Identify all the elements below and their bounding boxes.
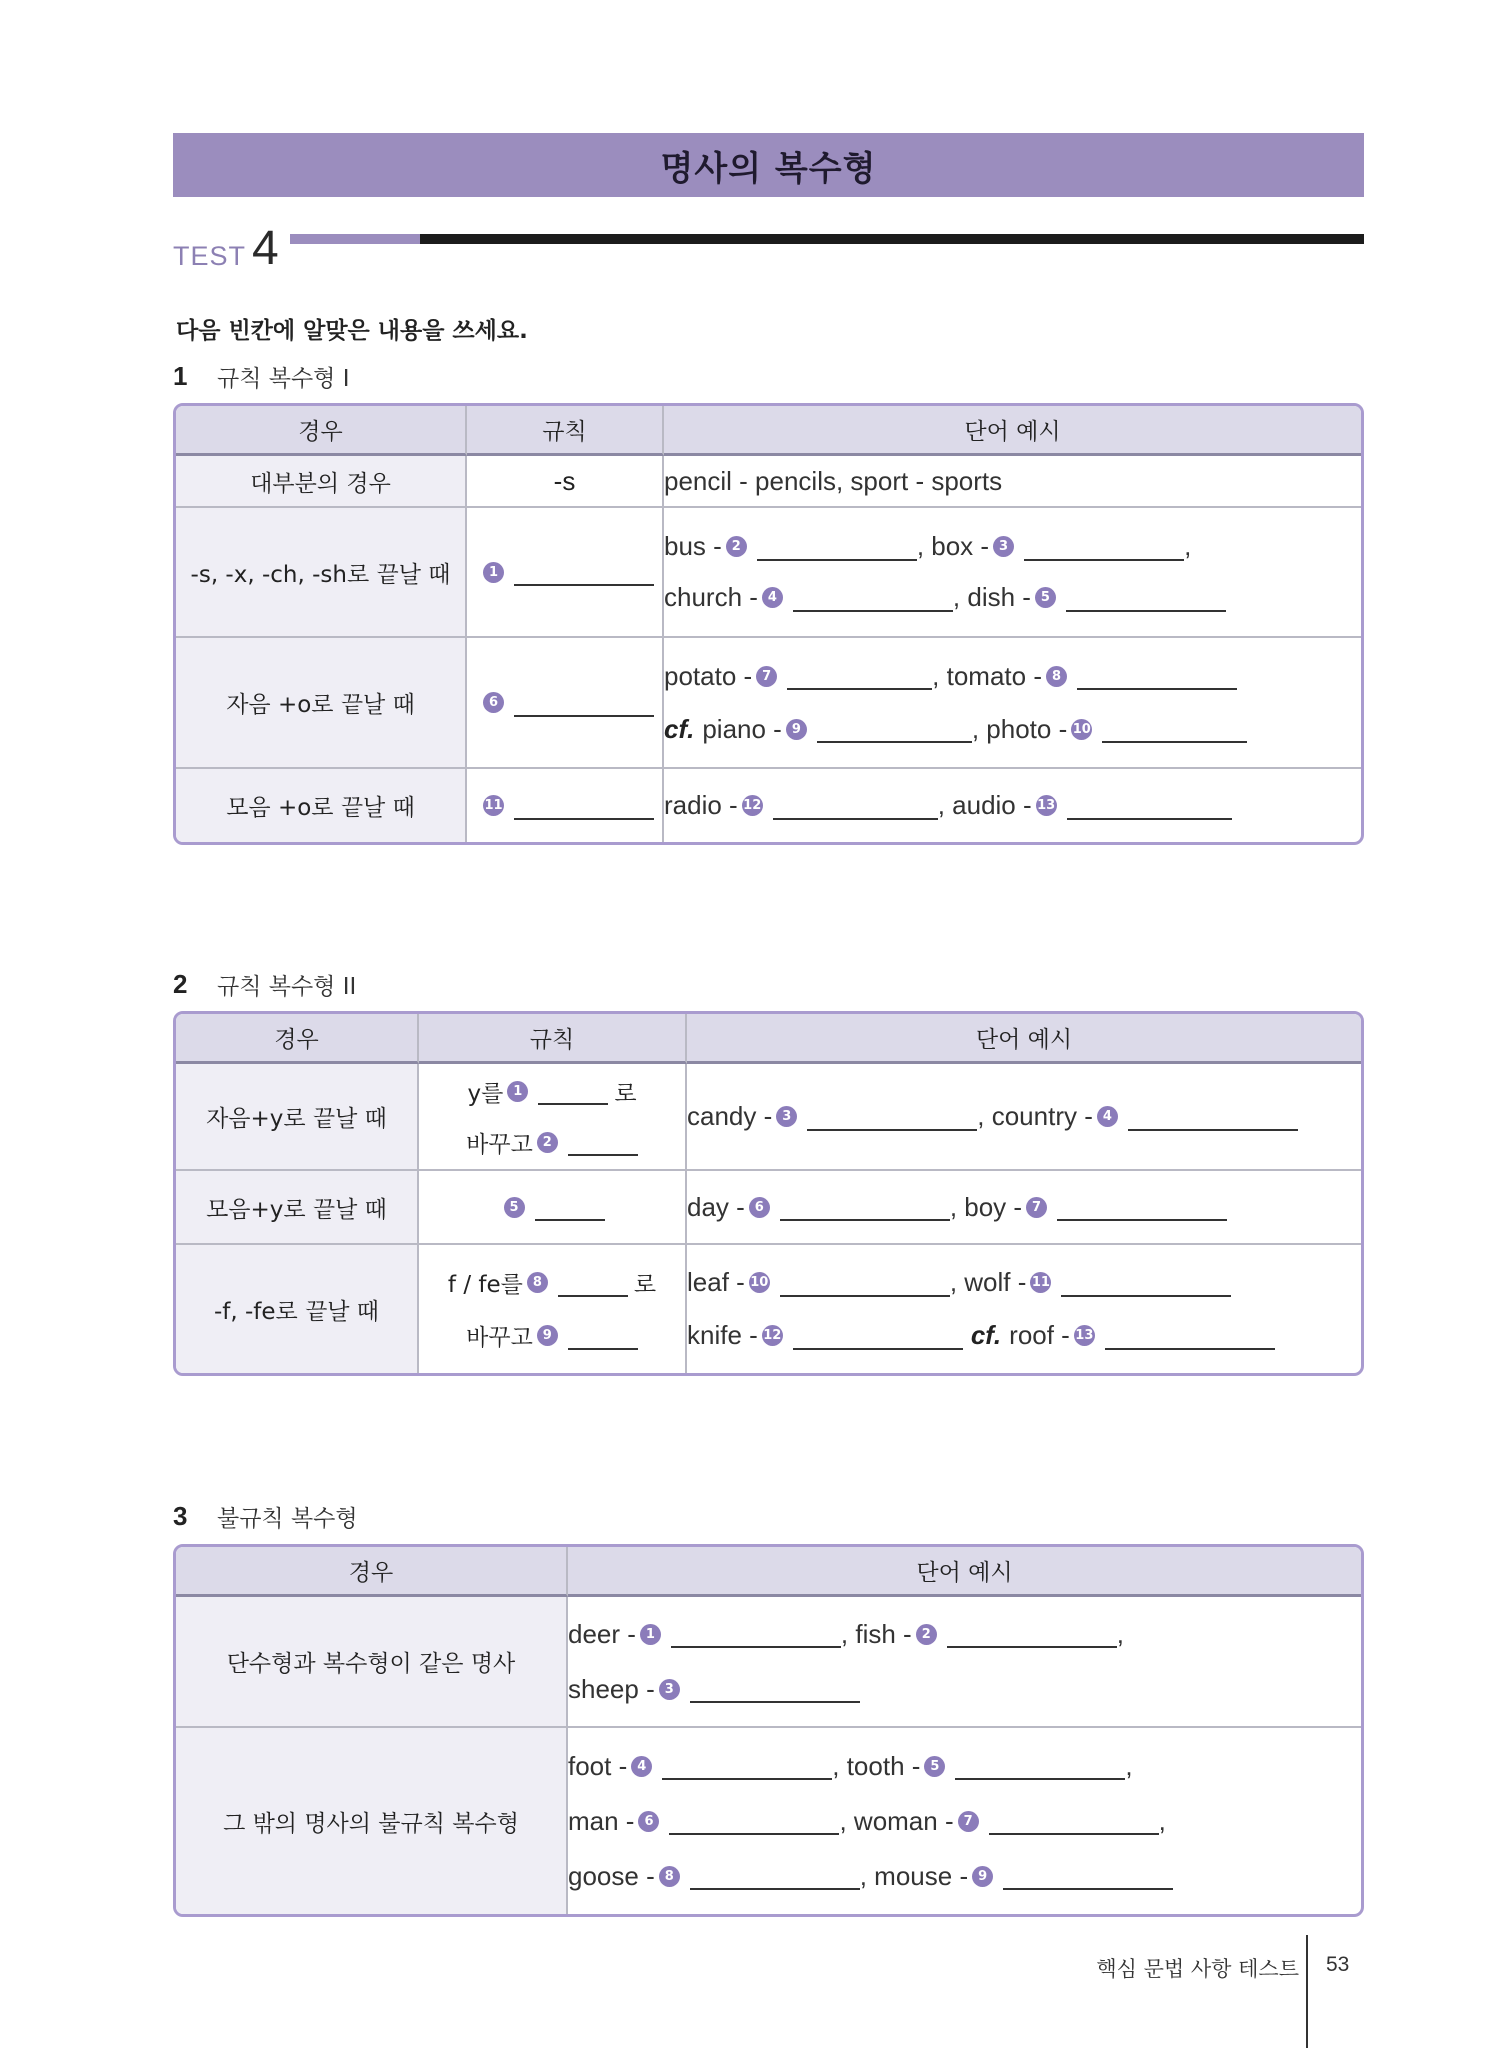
answer-number-badge: 4: [1097, 1106, 1118, 1127]
header-examples: 단어 예시: [664, 406, 1361, 456]
answer-number-badge: 6: [638, 1811, 659, 1832]
answer-blank[interactable]: [690, 1862, 860, 1890]
instruction: 다음 빈칸에 알맞은 내용을 쓰세요.: [176, 318, 528, 344]
footer-text: 핵심 문법 사항 테스트: [1096, 1957, 1299, 1981]
answer-number-badge: 5: [504, 1197, 525, 1218]
rule-cell: [419, 1245, 687, 1373]
answer-blank[interactable]: [1061, 1269, 1231, 1297]
section-1-heading: [173, 360, 350, 393]
answer-number-badge: 7: [756, 666, 777, 687]
test-number: 4: [252, 222, 279, 275]
answer-number-badge: 8: [527, 1272, 548, 1293]
section-1-table: [173, 403, 1364, 845]
table-row: [176, 1171, 1361, 1245]
word-text: man -: [568, 1805, 635, 1836]
answer-number-badge: 3: [993, 536, 1014, 557]
case-cell: 자음+y로 끝날 때: [176, 1064, 419, 1171]
answer-blank[interactable]: [1128, 1103, 1298, 1131]
answer-blank[interactable]: [514, 689, 654, 717]
word-text: day -: [687, 1191, 745, 1222]
header-case: 경우: [176, 1014, 419, 1064]
answer-blank[interactable]: [947, 1620, 1117, 1648]
page-footer: [0, 1935, 1497, 2048]
answer-number-badge: 2: [537, 1132, 558, 1153]
case-cell: 모음+y로 끝날 때: [176, 1171, 419, 1245]
rule-cell: [467, 769, 664, 842]
answer-blank[interactable]: [514, 558, 654, 586]
example-cell: [664, 508, 1361, 638]
answer-blank[interactable]: [1003, 1862, 1173, 1890]
punctuation: ,: [1184, 531, 1192, 561]
example-cell: pencil - pencils, sport - sports: [664, 456, 1361, 508]
rule-cell: -s: [467, 456, 664, 508]
answer-number-badge: 8: [659, 1866, 680, 1887]
answer-blank[interactable]: [757, 533, 917, 561]
answer-blank[interactable]: [1102, 715, 1247, 743]
answer-number-badge: 4: [631, 1756, 652, 1777]
answer-number-badge: 7: [958, 1811, 979, 1832]
answer-number-badge: 8: [1046, 666, 1067, 687]
page-number: 53: [1326, 1953, 1350, 1976]
word-text: foot -: [568, 1750, 628, 1781]
word-text: goose -: [568, 1860, 655, 1891]
word-text: , dish -: [952, 582, 1031, 612]
table-row: [176, 1728, 1361, 1914]
answer-blank[interactable]: [1066, 584, 1226, 612]
case-cell: 자음 +o로 끝날 때: [176, 638, 467, 769]
case-cell: 단수형과 복수형이 같은 명사: [176, 1597, 568, 1728]
answer-number-badge: 9: [537, 1325, 558, 1346]
answer-blank[interactable]: [955, 1752, 1125, 1780]
test-rule: [420, 234, 1364, 244]
section-2-table: [173, 1011, 1364, 1376]
answer-number-badge: 3: [659, 1679, 680, 1700]
word-text: , photo -: [971, 713, 1068, 744]
example-cell: [568, 1597, 1361, 1728]
section-title: 규칙 복수형 I: [217, 366, 350, 392]
rule-cell: [419, 1064, 687, 1171]
word-text: knife -: [687, 1320, 758, 1350]
example-cell: [664, 638, 1361, 769]
example-cell: [687, 1245, 1361, 1373]
answer-blank[interactable]: [787, 662, 932, 690]
rule-text: 바꾸고: [466, 1131, 533, 1158]
answer-number-badge: 5: [1035, 587, 1056, 608]
table-row: [176, 769, 1361, 842]
answer-blank[interactable]: [1077, 662, 1237, 690]
case-cell: 그 밖의 명사의 불규칙 복수형: [176, 1728, 568, 1914]
answer-number-badge: 11: [483, 795, 504, 816]
answer-number-badge: 12: [742, 795, 763, 816]
answer-blank[interactable]: [817, 715, 972, 743]
test-word: TEST: [173, 241, 247, 271]
rule-text: 로: [614, 1080, 637, 1107]
answer-blank[interactable]: [773, 792, 938, 820]
page-title: 명사의 복수형: [660, 148, 877, 189]
answer-blank[interactable]: [807, 1103, 977, 1131]
answer-blank[interactable]: [535, 1193, 605, 1221]
punctuation: ,: [1125, 1750, 1133, 1781]
case-cell: -s, -x, -ch, -sh로 끝날 때: [176, 508, 467, 638]
answer-number-badge: 5: [924, 1756, 945, 1777]
answer-blank[interactable]: [662, 1752, 832, 1780]
word-text: candy -: [687, 1101, 773, 1131]
word-text: , fish -: [840, 1618, 912, 1649]
table-row: [176, 638, 1361, 769]
word-text: potato -: [664, 660, 753, 691]
header-rule: 규칙: [419, 1014, 687, 1064]
word-text: bus -: [664, 531, 722, 561]
answer-blank[interactable]: [780, 1269, 950, 1297]
word-text: sheep -: [568, 1673, 655, 1704]
answer-blank[interactable]: [793, 584, 953, 612]
answer-number-badge: 10: [1071, 719, 1092, 740]
answer-blank[interactable]: [568, 1128, 638, 1156]
answer-blank[interactable]: [989, 1807, 1159, 1835]
answer-number-badge: 11: [1030, 1272, 1051, 1293]
section-title: 불규칙 복수형: [217, 1506, 358, 1532]
cf-label: cf.: [970, 1320, 1002, 1350]
answer-blank[interactable]: [780, 1193, 950, 1221]
answer-blank[interactable]: [538, 1077, 608, 1105]
word-text: , wolf -: [949, 1267, 1027, 1297]
answer-blank[interactable]: [558, 1269, 628, 1297]
header-case: 경우: [176, 1547, 568, 1597]
word-text: leaf -: [687, 1267, 745, 1297]
answer-number-badge: 2: [916, 1624, 937, 1645]
answer-number-badge: 3: [776, 1106, 797, 1127]
section-number: 1: [173, 361, 188, 391]
word-text: , tooth -: [832, 1750, 921, 1781]
answer-number-badge: 10: [749, 1272, 770, 1293]
word-text: , box -: [916, 531, 990, 561]
case-cell: 모음 +o로 끝날 때: [176, 769, 467, 842]
answer-number-badge: 4: [762, 587, 783, 608]
rule-cell: [467, 638, 664, 769]
word-text: radio -: [664, 790, 738, 820]
answer-blank[interactable]: [1105, 1322, 1275, 1350]
word-text: deer -: [568, 1618, 636, 1649]
table-row: [176, 1064, 1361, 1171]
test-label: [173, 222, 279, 275]
rule-cell: [467, 508, 664, 638]
answer-blank[interactable]: [669, 1807, 839, 1835]
section-number: 3: [173, 1501, 188, 1531]
answer-blank[interactable]: [1024, 533, 1184, 561]
rule-text: y를: [467, 1080, 504, 1107]
table-row: [176, 508, 1361, 638]
answer-blank[interactable]: [568, 1322, 638, 1350]
section-3-table: [173, 1544, 1364, 1917]
table-row: [176, 1597, 1361, 1728]
answer-number-badge: 1: [640, 1624, 661, 1645]
punctuation: ,: [1116, 1618, 1124, 1649]
word-text: church -: [664, 582, 758, 612]
example-cell: [568, 1728, 1361, 1914]
word-text: piano -: [702, 713, 782, 744]
word-text: , audio -: [937, 790, 1032, 820]
word-text: , country -: [977, 1101, 1093, 1131]
title-bar: [173, 133, 1364, 197]
answer-number-badge: 9: [972, 1866, 993, 1887]
header-case: 경우: [176, 406, 467, 456]
header-examples: 단어 예시: [687, 1014, 1361, 1064]
word-text: , tomato -: [932, 660, 1042, 691]
answer-number-badge: 6: [483, 692, 504, 713]
word-text: , boy -: [949, 1191, 1023, 1222]
example-cell: [664, 769, 1361, 842]
table-row: [176, 456, 1361, 508]
answer-blank[interactable]: [671, 1620, 841, 1648]
case-cell: -f, -fe로 끝날 때: [176, 1245, 419, 1373]
example-cell: [687, 1171, 1361, 1245]
answer-number-badge: 7: [1026, 1197, 1047, 1218]
answer-number-badge: 1: [483, 562, 504, 583]
section-3-heading: [173, 1500, 358, 1533]
word-text: roof -: [1009, 1320, 1070, 1350]
header-rule: 규칙: [467, 406, 664, 456]
section-title: 규칙 복수형 II: [217, 974, 357, 1000]
table-row: [176, 1245, 1361, 1373]
answer-number-badge: 6: [749, 1197, 770, 1218]
answer-blank[interactable]: [514, 792, 654, 820]
word-text: , woman -: [839, 1805, 954, 1836]
answer-blank[interactable]: [1057, 1193, 1227, 1221]
rule-cell: [419, 1171, 687, 1245]
answer-number-badge: 1: [507, 1081, 528, 1102]
answer-number-badge: 2: [726, 536, 747, 557]
example-cell: [687, 1064, 1361, 1171]
section-number: 2: [173, 969, 188, 999]
answer-number-badge: 13: [1074, 1325, 1095, 1346]
footer-divider: [1306, 1935, 1308, 2048]
rule-text: 바꾸고: [466, 1325, 533, 1351]
test-rule-accent: [290, 234, 420, 244]
word-text: , mouse -: [859, 1860, 969, 1891]
answer-number-badge: 9: [786, 719, 807, 740]
rule-text: f / fe를: [447, 1272, 523, 1298]
rule-text: 로: [633, 1272, 657, 1298]
header-examples: 단어 예시: [568, 1547, 1361, 1597]
case-cell: 대부분의 경우: [176, 456, 467, 508]
answer-number-badge: 13: [1036, 795, 1057, 816]
answer-blank[interactable]: [690, 1675, 860, 1703]
answer-blank[interactable]: [1067, 792, 1232, 820]
answer-blank[interactable]: [793, 1322, 963, 1350]
punctuation: ,: [1158, 1805, 1166, 1836]
cf-label: cf.: [664, 713, 695, 744]
section-2-heading: [173, 968, 356, 1001]
answer-number-badge: 12: [762, 1325, 783, 1346]
